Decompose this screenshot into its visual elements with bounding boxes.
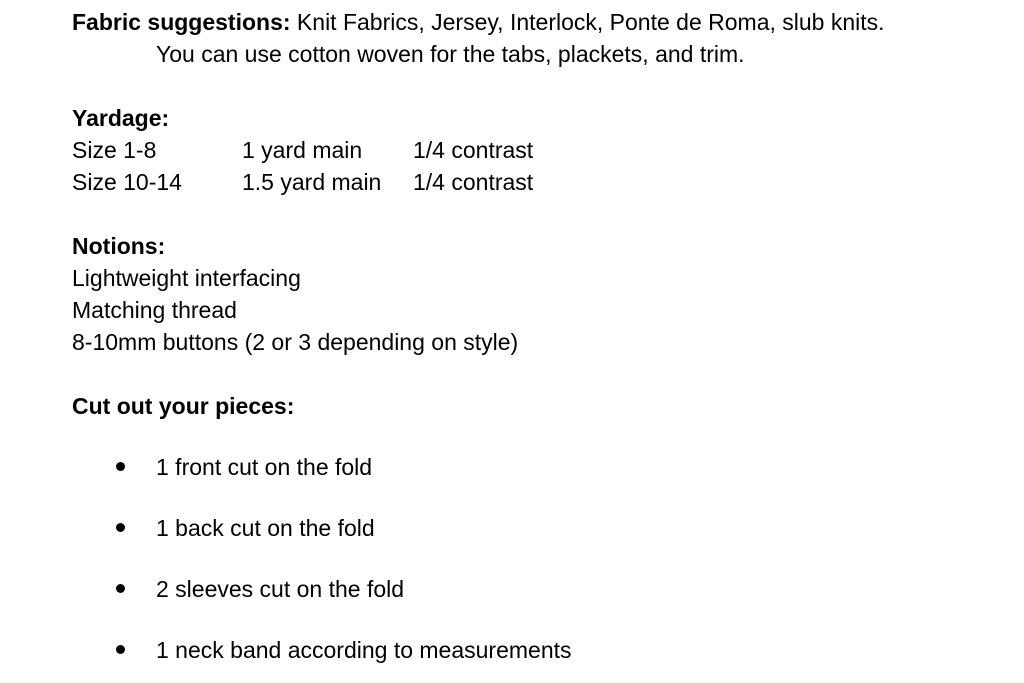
list-item [72, 436, 992, 497]
spacer [72, 70, 992, 102]
fabric-woven-note: You can use cotton woven for the tabs, plackets, and trim. [156, 41, 745, 67]
cut-pieces-heading: Cut out your pieces: [72, 393, 295, 419]
yardage-size: Size 1-8 [72, 137, 157, 163]
list-item [72, 558, 992, 619]
spacer [72, 198, 992, 230]
yardage-row [72, 166, 992, 198]
yardage-heading: Yardage: [72, 105, 170, 131]
bullet-icon [116, 523, 125, 532]
yardage-size: Size 10-14 [72, 169, 182, 195]
bullet-icon [116, 584, 125, 593]
yardage-main: 1 yard main [242, 137, 363, 163]
fabric-suggestions-line [72, 6, 992, 38]
yardage-contrast: 1/4 contrast [413, 169, 534, 195]
bullet-icon [116, 645, 125, 654]
notions-item: Matching thread [72, 297, 237, 323]
bullet-icon [116, 462, 125, 471]
fabric-suggestions-text: Knit Fabrics, Jersey, Interlock, Ponte de Roma, slub knits. [290, 9, 885, 35]
notions-item: 8-10mm buttons (2 or 3 depending on style) [72, 329, 519, 355]
notions-item: Lightweight interfacing [72, 265, 301, 291]
list-item-text: 1 back cut on the fold [156, 514, 375, 541]
document-page [72, 6, 992, 680]
yardage-row [72, 134, 992, 166]
list-item [72, 619, 992, 680]
list-item-text: 1 neck band according to measurements [156, 636, 572, 663]
fabric-suggestions-label: Fabric suggestions: [72, 9, 291, 35]
notions-heading: Notions: [72, 233, 166, 259]
yardage-main: 1.5 yard main [242, 169, 382, 195]
list-item-text: 1 front cut on the fold [156, 453, 373, 480]
spacer [72, 358, 992, 390]
cut-pieces-list [72, 436, 992, 680]
yardage-contrast: 1/4 contrast [413, 137, 534, 163]
list-item-text: 2 sleeves cut on the fold [156, 575, 405, 602]
list-item [72, 497, 992, 558]
